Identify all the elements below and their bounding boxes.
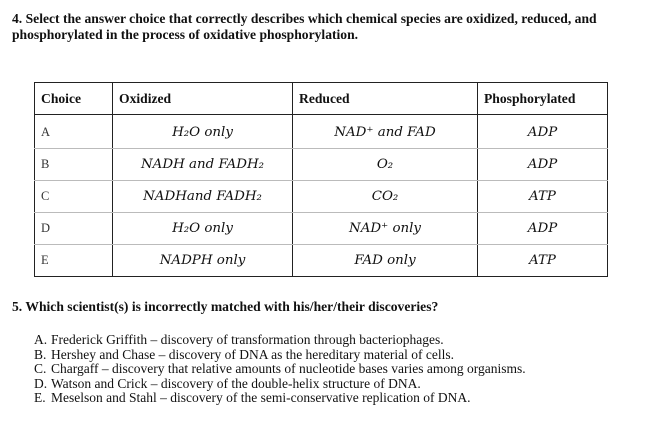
reduced-cell: FAD only [293, 245, 478, 277]
choice-letter: A [35, 115, 113, 149]
option-letter: D. [34, 375, 48, 391]
option-letter: C. [34, 361, 47, 377]
reduced-cell: CO₂ [293, 181, 478, 213]
reduced-cell: NAD⁺ and FAD [293, 115, 478, 149]
option-text: Hershey and Chase – discovery of DNA as the hereditary material of cells. [51, 346, 454, 362]
question-4-number: 4. [12, 11, 23, 26]
option-text: Frederick Griffith – discovery of transformation through bacteriophages. [51, 332, 444, 347]
option-text: Watson and Crick – discovery of the double-helix structure of DNA. [51, 375, 421, 391]
phosphorylated-cell: ATP [478, 181, 608, 213]
question-4-text: Select the answer choice that correctly describes which chemical species are oxidized, reduced, and phosphorylated in the process of oxidative phosphorylation. [12, 11, 597, 42]
question-5-options [34, 333, 526, 406]
list-item [34, 333, 526, 348]
header-phosphorylated: Phosphorylated [478, 83, 608, 115]
list-item [34, 362, 526, 377]
list-item [34, 377, 526, 392]
list-item [34, 391, 526, 406]
question-5-prompt [12, 299, 438, 315]
option-text: Meselson and Stahl – discovery of the semi-conservative replication of DNA. [51, 390, 471, 406]
question-5-text: Which scientist(s) is incorrectly matched with his/her/their discoveries? [25, 299, 439, 314]
choice-letter: D [35, 213, 113, 245]
oxidized-cell: H₂O only [113, 213, 293, 245]
choice-letter: E [35, 245, 113, 277]
table-row [35, 181, 608, 213]
reduced-cell: O₂ [293, 149, 478, 181]
option-letter: A. [34, 332, 48, 347]
oxidized-cell: NADHand FADH₂ [113, 181, 293, 213]
list-item [34, 348, 526, 363]
oxidized-cell: H₂O only [113, 115, 293, 149]
oxidized-cell: NADPH only [113, 245, 293, 277]
table-row [35, 149, 608, 181]
table-header-row [35, 83, 608, 115]
table-row [35, 213, 608, 245]
phosphorylated-cell: ADP [478, 213, 608, 245]
table-row [35, 115, 608, 149]
question-4-prompt [12, 11, 642, 43]
question-5-number: 5. [12, 299, 23, 314]
oxidized-cell: NADH and FADH₂ [113, 149, 293, 181]
option-letter: E. [34, 390, 46, 406]
header-reduced: Reduced [293, 83, 478, 115]
header-choice: Choice [35, 83, 113, 115]
option-letter: B. [34, 346, 47, 362]
phosphorylated-cell: ADP [478, 115, 608, 149]
phosphorylated-cell: ADP [478, 149, 608, 181]
choice-letter: B [35, 149, 113, 181]
reduced-cell: NAD⁺ only [293, 213, 478, 245]
choice-letter: C [35, 181, 113, 213]
phosphorylated-cell: ATP [478, 245, 608, 277]
answer-choices-table [34, 82, 608, 277]
table-row [35, 245, 608, 277]
option-text: Chargaff – discovery that relative amounts of nucleotide bases varies among organisms. [51, 361, 526, 377]
header-oxidized: Oxidized [113, 83, 293, 115]
